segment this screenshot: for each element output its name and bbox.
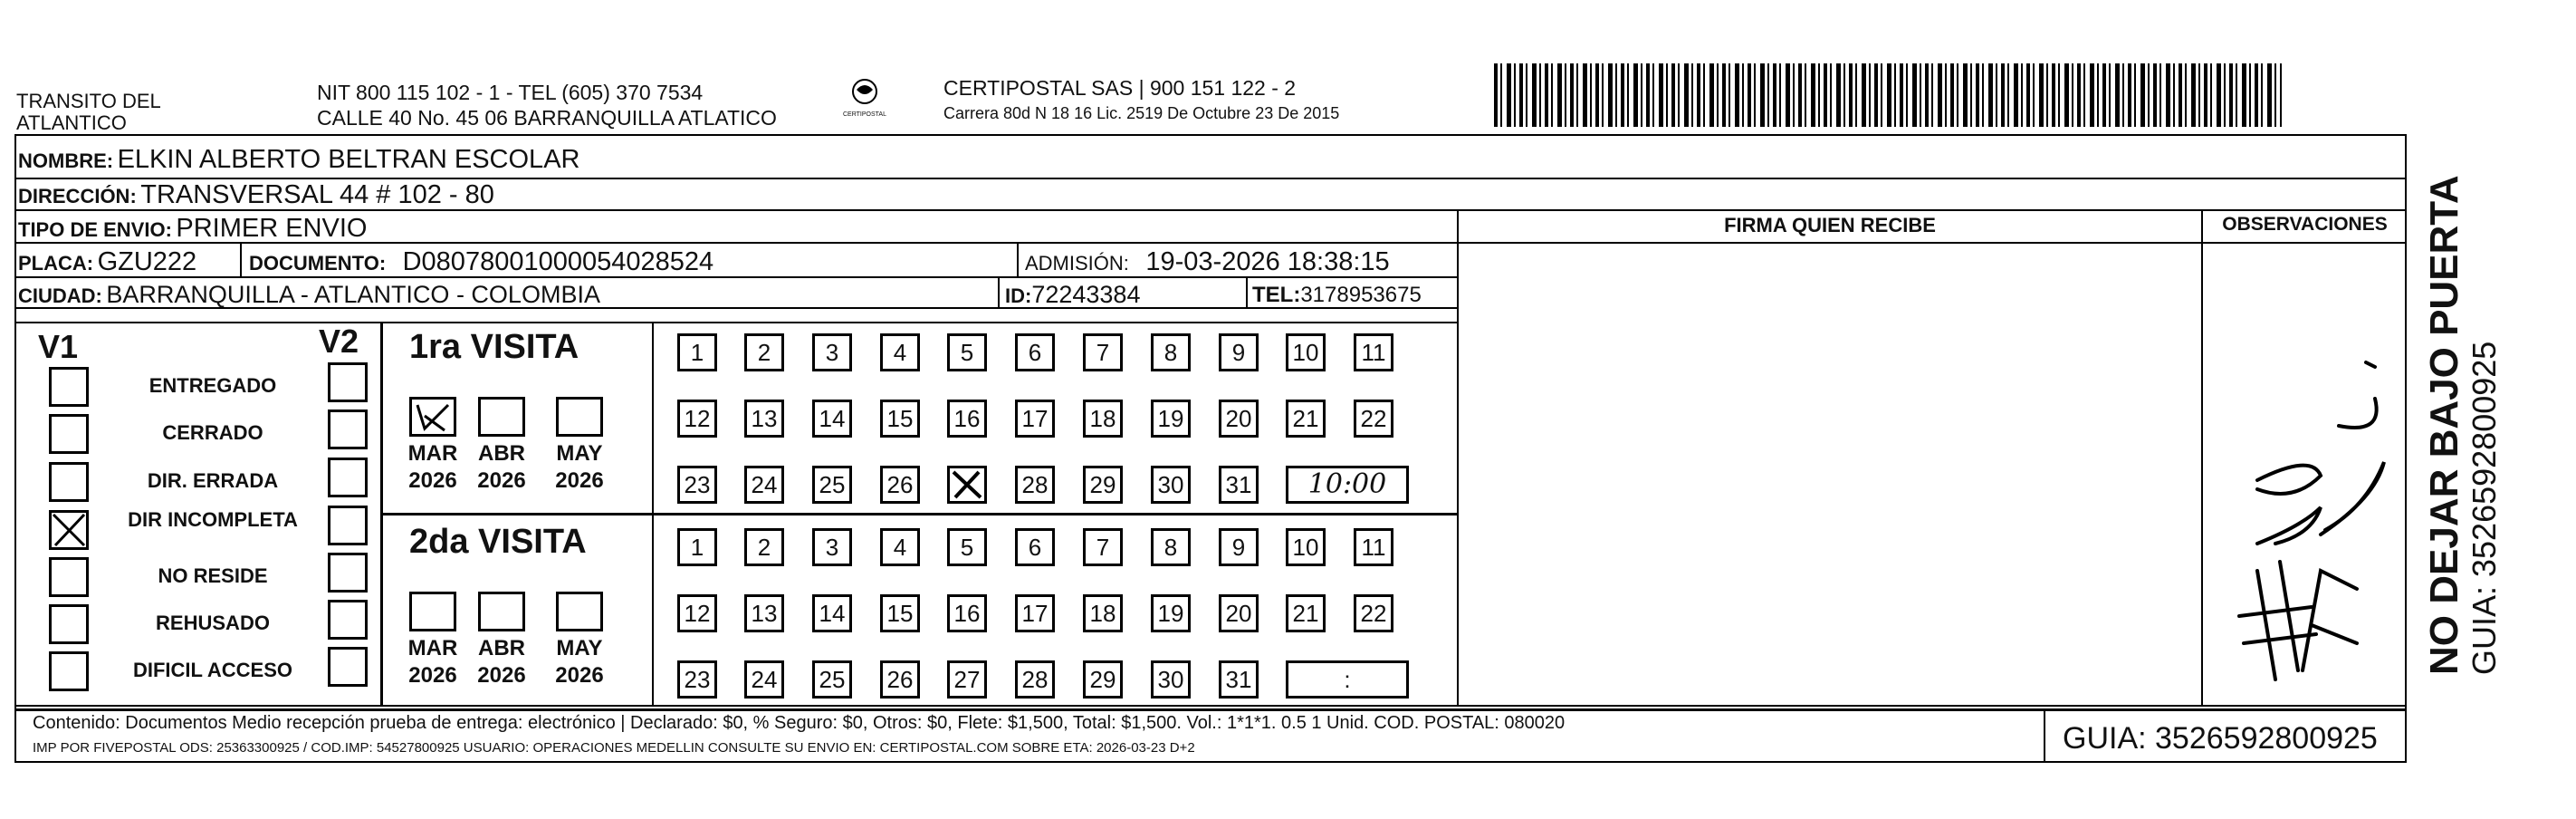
day-box[interactable]: 3: [812, 528, 852, 566]
v1-checkbox[interactable]: [49, 367, 89, 407]
nit-text: NIT 800 115 102 - 1 - TEL (605) 370 7534: [317, 81, 704, 104]
day-box[interactable]: 21: [1286, 594, 1326, 632]
imp-text: IMP POR FIVEPOSTAL ODS: 25363300925 / COD.IMP: 54527800925 USUARIO: OPERACIONES MEDELLIN CONSULTE SU ENVIO EN: CERTIPOSTAL.COM SOBRE ETA: 2026-03-23 D+2: [33, 740, 1195, 756]
day-box[interactable]: 12: [677, 594, 717, 632]
month-year: 2026: [477, 468, 526, 493]
address-text: CALLE 40 No. 45 06 BARRANQUILLA ATLATICO: [317, 106, 777, 130]
day-box[interactable]: 29: [1083, 466, 1123, 504]
status-label: CERRADO: [162, 421, 263, 444]
id-value: 72243384: [1031, 281, 1141, 308]
day-box[interactable]: 31: [1219, 660, 1259, 699]
v2-checkbox[interactable]: [328, 362, 368, 402]
org-line-1: TRANSITO DEL: [16, 90, 161, 112]
v2-checkbox[interactable]: [328, 647, 368, 687]
ciudad-field: [18, 281, 600, 309]
month-label: [548, 635, 611, 689]
ciudad-label: CIUDAD:: [18, 284, 102, 307]
courier-name: CERTIPOSTAL SAS | 900 151 122 - 2: [943, 76, 1297, 100]
observations-handwriting-icon: [2203, 299, 2407, 698]
month-label: [548, 440, 611, 495]
day-box[interactable]: 6: [1015, 528, 1055, 566]
visit-title: 1ra VISITA: [409, 328, 579, 366]
day-box[interactable]: 31: [1219, 466, 1259, 504]
v2-checkbox[interactable]: [328, 553, 368, 593]
month-name: ABR: [478, 441, 525, 466]
check-mark-icon: [412, 400, 454, 434]
day-box[interactable]: 18: [1083, 594, 1123, 632]
nombre-value: ELKIN ALBERTO BELTRAN ESCOLAR: [117, 145, 580, 174]
nombre-label: NOMBRE:: [18, 149, 114, 172]
day-box[interactable]: 15: [880, 400, 920, 438]
status-label: REHUSADO: [156, 612, 270, 634]
month-checkbox[interactable]: [556, 397, 603, 437]
logo-text: CERTIPOSTAL: [843, 111, 886, 118]
day-box[interactable]: 17: [1015, 594, 1055, 632]
day-box[interactable]: 20: [1219, 400, 1259, 438]
day-box[interactable]: 6: [1015, 333, 1055, 371]
month-year: 2026: [477, 663, 526, 688]
day-box[interactable]: 10: [1286, 333, 1326, 371]
month-checkbox[interactable]: [556, 592, 603, 631]
day-box[interactable]: 26: [880, 466, 920, 504]
day-box[interactable]: 23: [677, 466, 717, 504]
barcode: [1494, 63, 2282, 127]
month-name: MAR: [407, 441, 458, 466]
day-box[interactable]: 26: [880, 660, 920, 699]
day-box[interactable]: 1: [677, 333, 717, 371]
day-box[interactable]: 16: [947, 400, 987, 438]
day-box[interactable]: 21: [1286, 400, 1326, 438]
day-box[interactable]: 29: [1083, 660, 1123, 699]
month-year: 2026: [408, 663, 457, 688]
day-box[interactable]: 2: [744, 333, 784, 371]
direccion-value: TRANSVERSAL 44 # 102 - 80: [140, 180, 494, 209]
day-box[interactable]: 30: [1151, 466, 1191, 504]
month-name: MAY: [556, 636, 603, 660]
v2-checkbox[interactable]: [328, 458, 368, 497]
time-field[interactable]: :: [1286, 660, 1409, 699]
day-box[interactable]: 24: [744, 660, 784, 699]
admision-value: 19-03-2026 18:38:15: [1145, 247, 1390, 276]
day-box[interactable]: 18: [1083, 400, 1123, 438]
month-year: 2026: [555, 468, 604, 493]
v1-checkbox[interactable]: [49, 510, 89, 550]
day-box[interactable]: 17: [1015, 400, 1055, 438]
direccion-row: [18, 180, 494, 210]
v1-checkbox[interactable]: [49, 604, 89, 644]
tel-value: 3178953675: [1300, 283, 1422, 307]
day-box[interactable]: 2: [744, 528, 784, 566]
status-label: DIR. ERRADA: [147, 469, 279, 492]
month-name: MAR: [407, 636, 458, 660]
logo-icon: [849, 76, 880, 107]
check-mark-icon: [950, 468, 984, 501]
day-box[interactable]: 4: [880, 528, 920, 566]
day-box[interactable]: 23: [677, 660, 717, 699]
day-box[interactable]: 11: [1354, 333, 1393, 371]
documento-field: [249, 247, 713, 277]
time-field[interactable]: 10:00: [1286, 466, 1409, 504]
month-name: MAY: [556, 441, 603, 466]
day-box[interactable]: 9: [1219, 528, 1259, 566]
day-box[interactable]: 5: [947, 333, 987, 371]
org-contact: [317, 80, 777, 130]
day-box[interactable]: 8: [1151, 528, 1191, 566]
status-label: DIFICIL ACCESO: [132, 659, 292, 681]
day-box[interactable]: 10: [1286, 528, 1326, 566]
month-checkbox[interactable]: [478, 397, 525, 437]
day-box[interactable]: 19: [1151, 594, 1191, 632]
day-box[interactable]: 28: [1015, 466, 1055, 504]
v2-label: V2: [319, 323, 359, 360]
day-box[interactable]: 9: [1219, 333, 1259, 371]
day-box[interactable]: 4: [880, 333, 920, 371]
v2-checkbox[interactable]: [328, 600, 368, 640]
day-box[interactable]: 11: [1354, 528, 1393, 566]
month-checkbox[interactable]: [478, 592, 525, 631]
day-box[interactable]: 24: [744, 466, 784, 504]
day-box[interactable]: 3: [812, 333, 852, 371]
check-mark-icon: [52, 513, 86, 547]
ciudad-value: BARRANQUILLA - ATLANTICO - COLOMBIA: [106, 281, 600, 308]
day-box[interactable]: 22: [1354, 594, 1393, 632]
month-label: [470, 440, 533, 495]
org-name: [16, 91, 161, 134]
day-box[interactable]: 25: [812, 466, 852, 504]
nombre-row: [18, 145, 579, 175]
status-label: ENTREGADO: [148, 374, 277, 397]
month-label: [401, 440, 464, 495]
day-box[interactable]: 13: [744, 400, 784, 438]
org-line-2: ATLANTICO: [16, 111, 127, 134]
direccion-label: DIRECCIÓN:: [18, 185, 137, 207]
day-box[interactable]: 25: [812, 660, 852, 699]
visit-title: 2da VISITA: [409, 523, 587, 561]
day-box[interactable]: 14: [812, 594, 852, 632]
v1-checkbox[interactable]: [49, 651, 89, 691]
side-text: [2423, 175, 2503, 675]
id-label: ID:: [1005, 284, 1032, 307]
status-label: NO RESIDE: [158, 564, 268, 587]
day-box[interactable]: 20: [1219, 594, 1259, 632]
documento-value: D080780010000540285​24: [402, 247, 714, 276]
side-guia: GUIA: 3526592800925: [2466, 341, 2503, 675]
placa-label: PLACA:: [18, 252, 94, 275]
day-box[interactable]: 12: [677, 400, 717, 438]
v2-checkbox[interactable]: [328, 506, 368, 545]
id-field: [1005, 281, 1140, 309]
placa-field: [18, 247, 196, 277]
side-warning: NO DEJAR BAJO PUERTA: [2422, 175, 2466, 675]
admision-label: ADMISIÓN:: [1025, 252, 1129, 275]
admision-field: [1025, 247, 1390, 277]
month-year: 2026: [555, 663, 604, 688]
month-checkbox[interactable]: [409, 592, 456, 631]
day-box[interactable]: 22: [1354, 400, 1393, 438]
day-box[interactable]: 8: [1151, 333, 1191, 371]
courier-license: Carrera 80d N 18 16 Lic. 2519 De Octubre 23 De 2015: [943, 104, 1340, 122]
day-box[interactable]: 7: [1083, 528, 1123, 566]
tipo-label: TIPO DE ENVIO:: [18, 218, 172, 241]
day-box[interactable]: 5: [947, 528, 987, 566]
day-box[interactable]: 28: [1015, 660, 1055, 699]
month-label: [470, 635, 533, 689]
day-box[interactable]: 13: [744, 594, 784, 632]
month-label: [401, 635, 464, 689]
status-label: DIR INCOMPLETA: [128, 508, 298, 531]
month-year: 2026: [408, 468, 457, 493]
observations-header: OBSERVACIONES: [2222, 214, 2388, 235]
month-checkbox[interactable]: [409, 397, 456, 437]
day-box[interactable]: 27: [947, 660, 987, 699]
tel-label: TEL:: [1252, 283, 1301, 307]
placa-value: GZU222: [97, 247, 197, 276]
courier-info: [943, 76, 1339, 123]
day-box[interactable]: 30: [1151, 660, 1191, 699]
tipo-value: PRIMER ENVIO: [176, 214, 368, 243]
tipo-row: [18, 214, 367, 244]
footer-guia: GUIA: 3526592800925: [2063, 721, 2378, 756]
certipostal-logo: [833, 76, 896, 118]
day-box[interactable]: 19: [1151, 400, 1191, 438]
month-name: ABR: [478, 636, 525, 660]
day-box[interactable]: 16: [947, 594, 987, 632]
tel-field: [1252, 283, 1422, 308]
day-box[interactable]: 7: [1083, 333, 1123, 371]
day-box[interactable]: 14: [812, 400, 852, 438]
signature-header: FIRMA QUIEN RECIBE: [1724, 214, 1936, 236]
v1-label: V1: [38, 328, 79, 365]
day-box[interactable]: 1: [677, 528, 717, 566]
contenido-text: Contenido: Documentos Medio recepción prueba de entrega: electrónico | Declarado: $0, % Seguro: $0, Otros: $0, Flete: $1,500, Total: $1,500. Vol.: 1*1*1. 0.5 1 Unid. COD. POSTAL: 080020: [33, 713, 1566, 733]
v1-checkbox[interactable]: [49, 414, 89, 454]
documento-label: DOCUMENTO:: [249, 252, 387, 275]
day-box[interactable]: 15: [880, 594, 920, 632]
v2-checkbox[interactable]: [328, 410, 368, 449]
v1-checkbox[interactable]: [49, 557, 89, 597]
day-box[interactable]: [947, 466, 987, 504]
v1-checkbox[interactable]: [49, 462, 89, 502]
